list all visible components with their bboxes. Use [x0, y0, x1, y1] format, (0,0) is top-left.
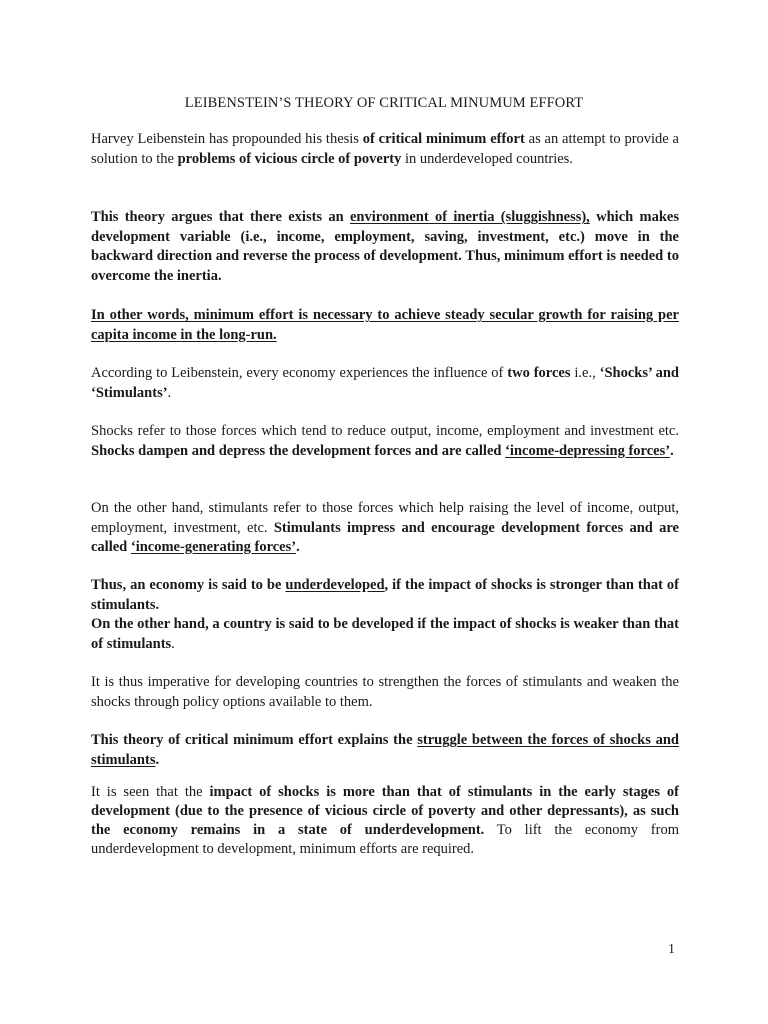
text-segment: underdeveloped	[285, 577, 385, 593]
paragraph-early-stages	[91, 783, 679, 859]
text-segment: On the other hand, stimulants refer to those forces which help raising the level of income, output, employment, investment, etc.	[91, 500, 679, 536]
text-segment: .	[296, 539, 300, 555]
text-segment: In other words, minimum effort is necessary to achieve steady secular growth for raising per capita income in the long-run.	[91, 307, 679, 343]
text-segment: in underdeveloped countries.	[401, 150, 573, 167]
text-segment: Harvey Leibenstein has propounded his thesis	[91, 131, 363, 147]
paragraph-struggle	[91, 731, 679, 770]
text-segment: as an attempt to provide a solution to the	[91, 131, 679, 167]
text-segment: According to Leibenstein, every economy experiences the influence of	[91, 365, 508, 381]
text-segment: To lift the economy from underdevelopment to development, minimum efforts are required.	[91, 822, 679, 857]
paragraph-in-other-words	[91, 306, 679, 345]
text-segment: .	[171, 635, 175, 652]
page-number: 1	[668, 942, 675, 957]
text-segment: ‘Shocks’ and ‘Stimulants’	[91, 365, 679, 401]
paragraph-underdeveloped	[91, 576, 679, 654]
text-segment: of critical minimum effort	[362, 131, 525, 147]
text-segment: ‘income-generating forces’	[130, 539, 297, 555]
text-segment: Thus, an economy is said to be	[91, 577, 286, 593]
text-segment: environment of inertia (sluggishness),	[350, 209, 590, 225]
paragraph-thesis	[91, 130, 679, 169]
text-segment: problems of vicious circle of poverty	[177, 150, 402, 167]
paragraph-shocks	[91, 422, 679, 461]
text-segment: two forces	[507, 365, 571, 381]
text-segment: On the other hand, a country is said to be developed if the impact of shocks is weaker than that of stimulants	[91, 616, 679, 652]
text-segment: , if the impact of shocks is stronger than that of stimulants.	[91, 577, 679, 613]
text-segment: struggle between the forces of shocks and stimulants	[91, 732, 680, 768]
text-segment: .	[167, 384, 172, 401]
text-segment: Shocks refer to those forces which tend to reduce output, income, employment and investment etc.	[91, 423, 679, 439]
text-segment: .	[670, 442, 674, 459]
text-segment: .	[155, 751, 160, 768]
document-title: LEIBENSTEIN’S THEORY OF CRITICAL MINUMUM EFFORT	[184, 95, 584, 111]
text-segment: ‘income-depressing forces’	[505, 442, 671, 459]
paragraph-two-forces	[91, 364, 679, 403]
text-segment: which makes development variable (i.e., income, employment, saving, investment, etc.) move in the backward direction and reverse the process of development. Thus, minimum effort is needed to overcome the inertia.	[91, 209, 679, 284]
paragraph-inertia	[91, 208, 679, 286]
text-segment: This theory of critical minimum effort explains the	[91, 732, 418, 748]
text-segment: impact of shocks is more than that of stimulants in the early stages of development (due to the presence of vicious circle of poverty and other depressants), as such the economy remains in a state of underdevelopment.	[91, 784, 679, 838]
text-segment: This theory argues that there exists an	[91, 209, 350, 225]
paragraph-imperative	[91, 673, 679, 712]
paragraph-stimulants	[91, 499, 679, 558]
text-segment: It is seen that the	[91, 784, 210, 800]
text-segment: Stimulants impress and encourage development forces and are called	[91, 519, 679, 555]
text-segment: Shocks dampen and depress the development forces and are called	[91, 442, 506, 459]
text-segment: i.e.,	[570, 365, 600, 381]
text-segment: It is thus imperative for developing countries to strengthen the forces of stimulants and weaken the shocks through policy options available to them.	[91, 674, 679, 710]
